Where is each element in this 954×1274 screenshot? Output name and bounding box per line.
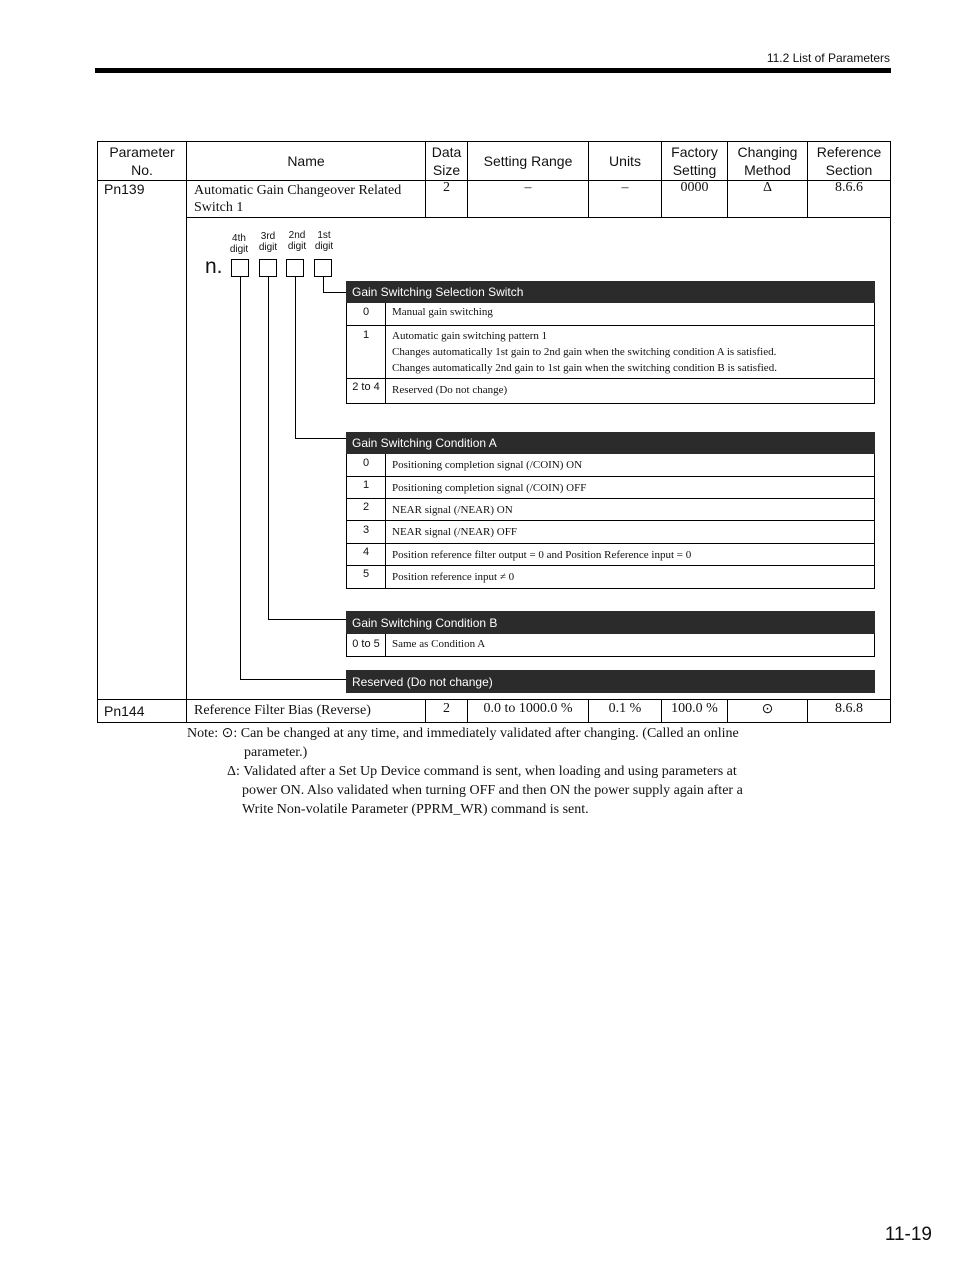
condition-a-table: [346, 454, 875, 589]
setting-value: 0 to 5: [347, 634, 386, 656]
note-text: power ON. Also validated when turning OFF and then ON the power supply again after a: [242, 783, 743, 798]
parameter-prefix: n.: [205, 255, 223, 278]
setting-value: 1: [347, 477, 386, 498]
table-border-right: [890, 141, 891, 723]
digit-box-3rd: [259, 259, 277, 277]
header-rule: [95, 68, 891, 73]
setting-range: –: [524, 180, 532, 195]
col-header-factory-setting: Factory Setting: [671, 144, 718, 178]
table-row: [347, 521, 874, 544]
condition-b-title: Gain Switching Condition B: [346, 611, 875, 634]
table-row: [347, 544, 874, 566]
table-row: [347, 303, 874, 326]
condition-b-table: [346, 634, 875, 657]
setting-value: 2 to 4: [347, 379, 386, 403]
table-border-bottom: [97, 722, 891, 723]
param-name: Automatic Gain Changeover Related Switch 1: [194, 183, 402, 215]
digit-label-2nd: 2nd digit: [287, 230, 307, 252]
setting-description: NEAR signal (/NEAR) OFF: [392, 526, 517, 538]
table-row: [347, 634, 874, 656]
data-size: 2: [443, 180, 450, 195]
condition-a-title: Gain Switching Condition A: [346, 432, 875, 454]
table-col-divider: [186, 141, 187, 723]
factory-setting: 0000: [680, 180, 709, 195]
digit-label-3rd: 3rd digit: [258, 231, 278, 253]
connector-line: [323, 292, 346, 293]
setting-description: Position reference filter output = 0 and Position Reference input = 0: [392, 549, 692, 561]
reserved-title: Reserved (Do not change): [346, 670, 875, 693]
col-header-param-no: Parameter No.: [109, 144, 175, 178]
connector-line: [240, 277, 241, 680]
note: [187, 724, 787, 819]
note-text: : Can be changed at any time, and immediately validated after changing. (Called an online: [233, 726, 739, 741]
connector-line: [323, 277, 324, 293]
table-row: [347, 326, 874, 379]
reference-section: 8.6.8: [835, 701, 863, 716]
note-label: Note:: [187, 726, 219, 741]
table-row: [347, 477, 874, 499]
online-symbol: ⊙: [221, 726, 234, 741]
reference-section: 8.6.6: [835, 180, 863, 195]
setting-description: NEAR signal (/NEAR) ON: [392, 504, 513, 516]
units: 0.1 %: [608, 701, 642, 716]
setting-description: Positioning completion signal (/COIN) OFF: [392, 482, 587, 494]
setting-description: Position reference input ≠ 0: [392, 571, 515, 583]
gain-switching-selection-table: [346, 303, 875, 404]
note-online: [187, 724, 787, 743]
connector-line: [240, 679, 346, 680]
note-text: Write Non-volatile Parameter (PPRM_WR) command is sent.: [242, 802, 589, 817]
col-header-changing-method: Changing Method: [737, 144, 798, 178]
connector-line: [268, 619, 346, 620]
table-row: [347, 379, 874, 403]
changing-method: ⊙: [761, 702, 774, 717]
col-header-setting-range: Setting Range: [483, 153, 573, 169]
connector-line: [295, 277, 296, 439]
gain-switching-selection-title: Gain Switching Selection Switch: [346, 281, 875, 303]
table-row: [347, 566, 874, 588]
param-no: Pn139: [104, 181, 145, 197]
connector-line: [295, 438, 346, 439]
setting-description: Positioning completion signal (/COIN) ON: [392, 459, 583, 471]
setting-value: 2: [347, 499, 386, 520]
note-offline: [187, 762, 787, 781]
note-text: parameter.): [244, 745, 308, 760]
param-no: Pn144: [104, 703, 145, 719]
col-header-reference-section: Reference Section: [816, 144, 882, 178]
col-header-name: Name: [287, 153, 325, 169]
digit-box-4th: [231, 259, 249, 277]
digit-label-4th: 4th digit: [229, 233, 249, 255]
connector-line: [268, 277, 269, 620]
col-header-units: Units: [609, 153, 641, 169]
factory-setting: 100.0 %: [671, 701, 718, 716]
page-number: 11-19: [884, 1224, 932, 1245]
table-row-divider: [186, 217, 891, 218]
setting-description: Automatic gain switching pattern 1 Changes automatically 1st gain to 2nd gain when the switching condition A is satisfied. Changes automatically 2nd gain to 1st gain when the switching condition B is satisfied.: [392, 330, 777, 374]
col-header-data-size: Data Size: [431, 144, 462, 178]
param-name: Reference Filter Bias (Reverse): [194, 703, 371, 718]
note-text: : Validated after a Set Up Device command is sent, when loading and using parameters at: [236, 764, 737, 779]
setting-value: 3: [347, 521, 386, 543]
setting-description: Reserved (Do not change): [392, 384, 508, 396]
digit-box-1st: [314, 259, 332, 277]
section-title: 11.2 List of Parameters: [766, 51, 890, 65]
setting-description: Manual gain switching: [392, 306, 493, 318]
digit-box-2nd: [286, 259, 304, 277]
table-border-left: [97, 141, 98, 723]
setting-value: 5: [347, 566, 386, 588]
units: –: [621, 180, 629, 195]
table-row: [347, 454, 874, 477]
offline-symbol: Δ: [227, 764, 237, 779]
setting-value: 0: [347, 454, 386, 476]
changing-method: Δ: [762, 180, 772, 195]
setting-value: 0: [347, 303, 386, 325]
table-row: [347, 499, 874, 521]
digit-label-1st: 1st digit: [314, 230, 334, 252]
setting-value: 4: [347, 544, 386, 565]
table-row-divider: [97, 699, 891, 700]
setting-value: 1: [347, 326, 386, 378]
setting-range: 0.0 to 1000.0 %: [483, 701, 573, 716]
setting-description: Same as Condition A: [392, 638, 486, 650]
data-size: 2: [443, 701, 450, 716]
